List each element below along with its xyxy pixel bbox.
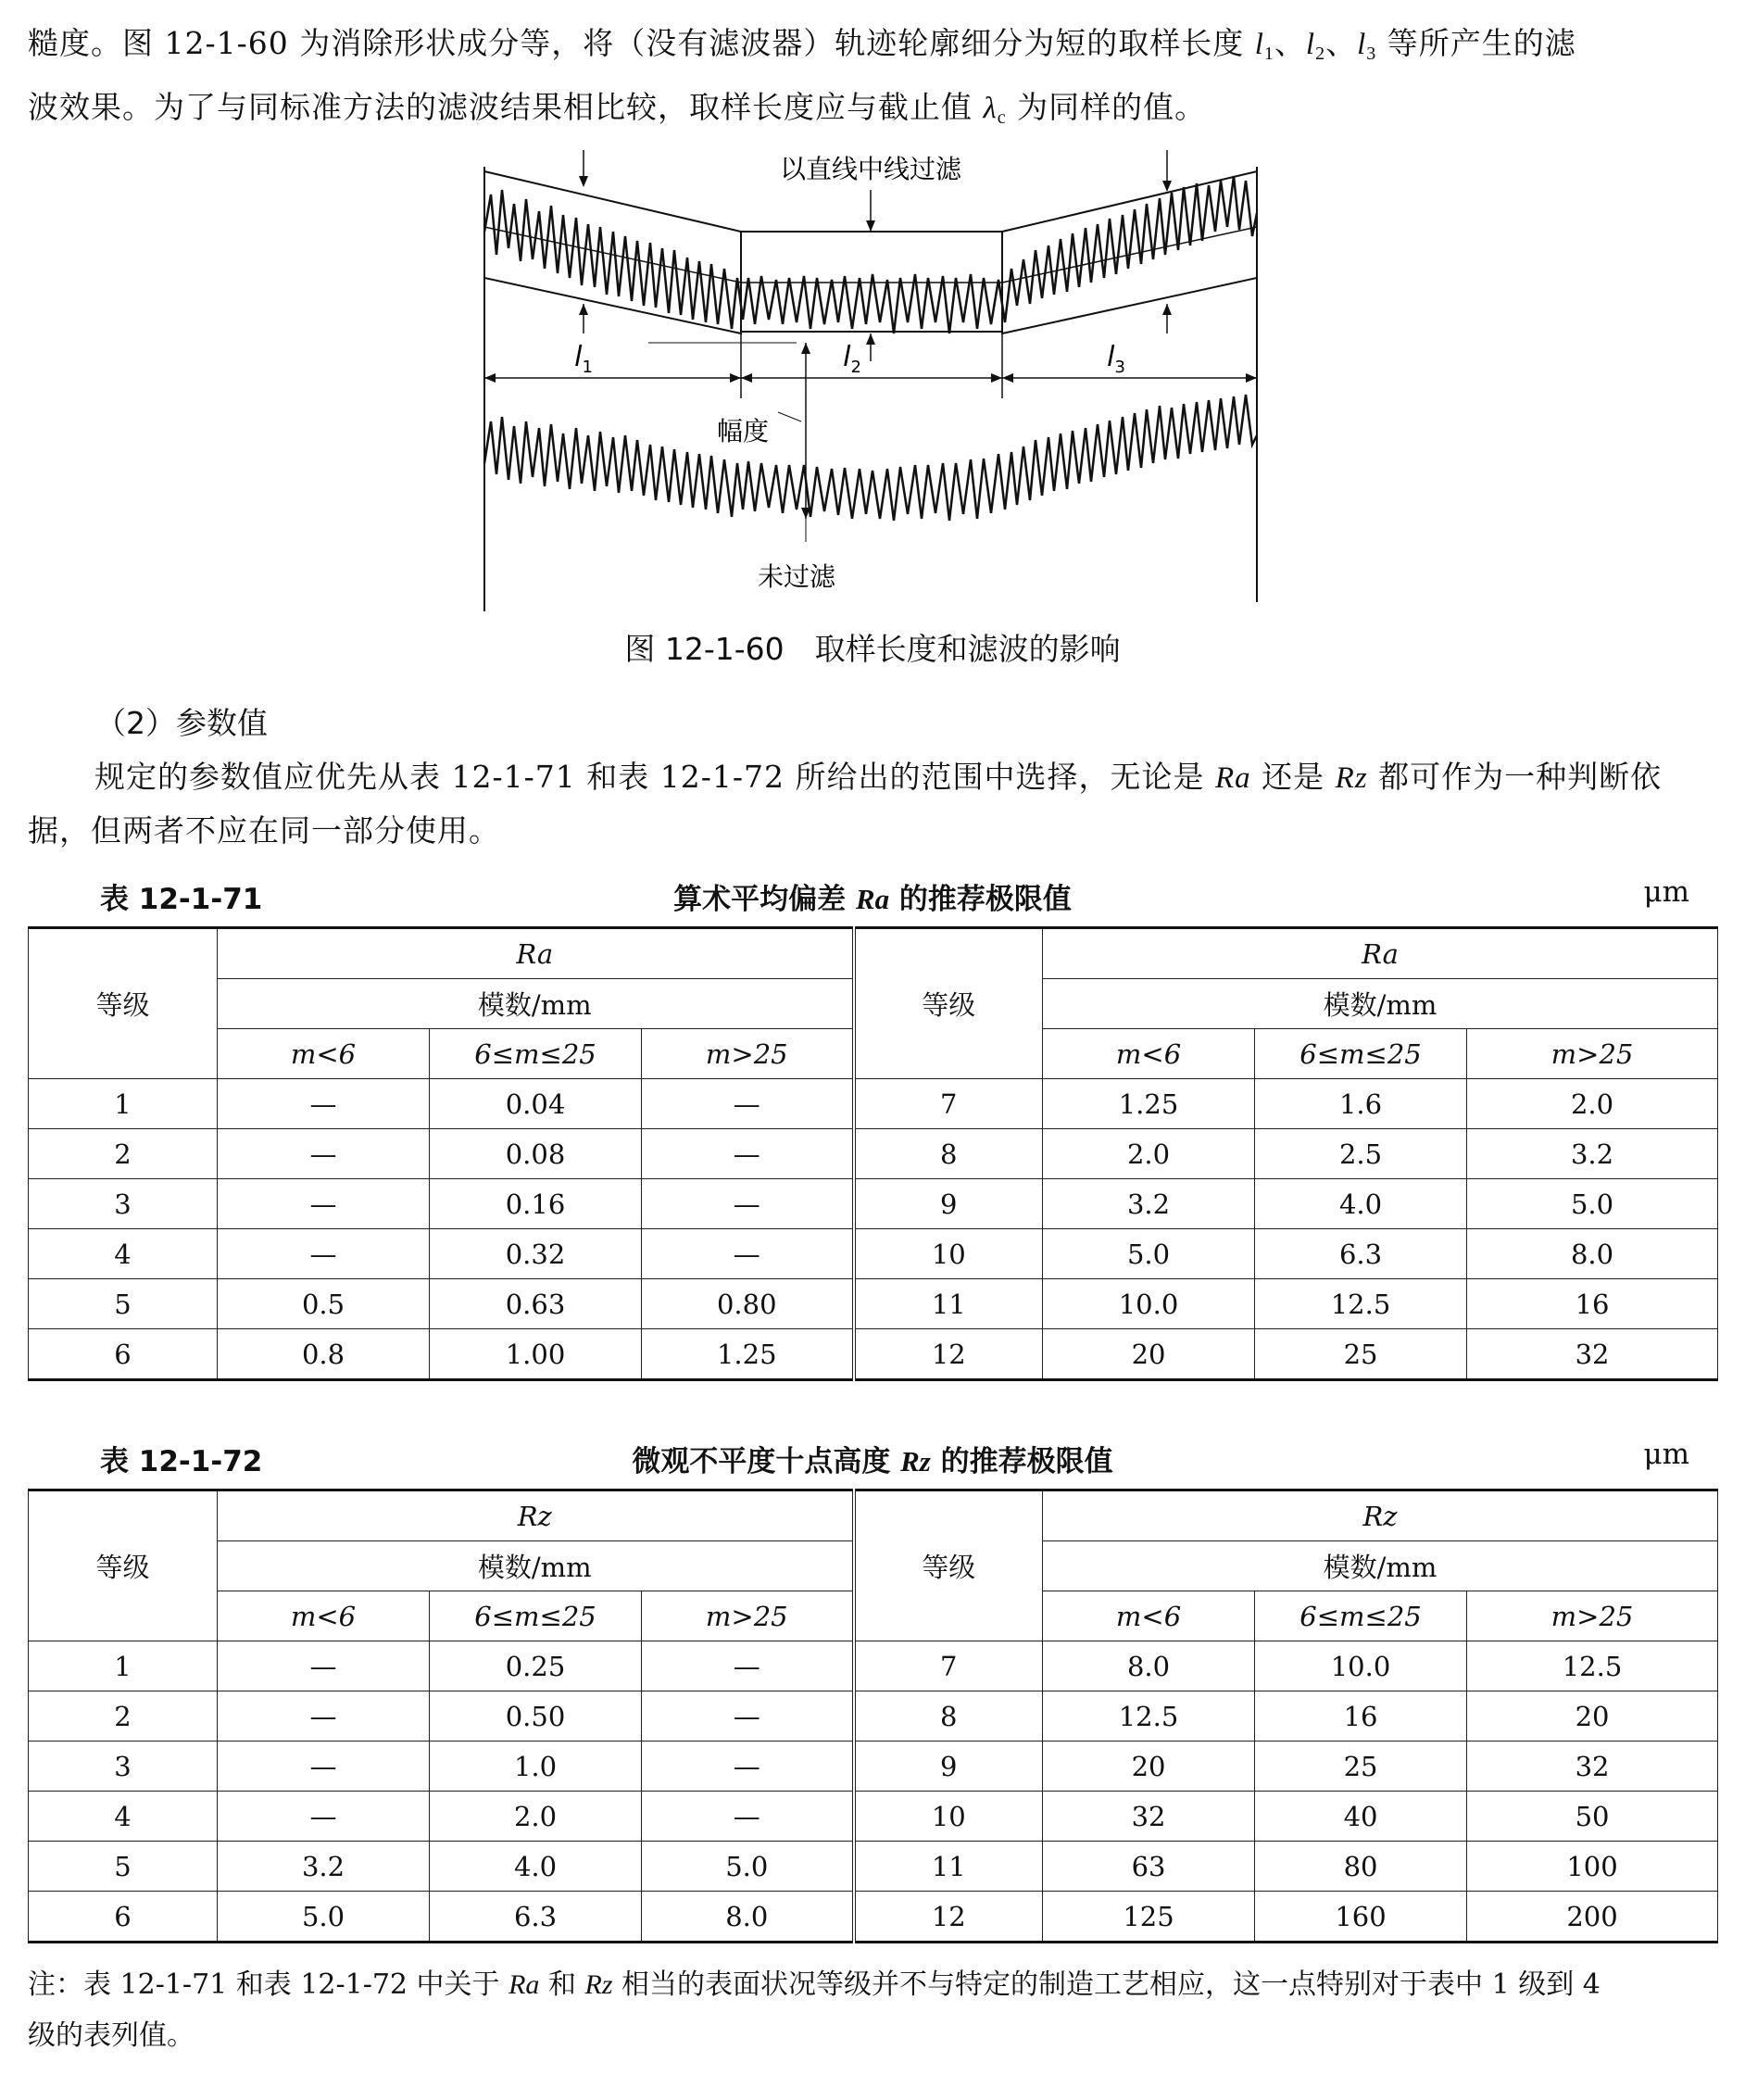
table-cell: 1.00 [430,1329,642,1380]
figure-sampling-length [463,139,1297,621]
table-72-header [28,1438,1717,1484]
table-cell: 0.16 [430,1179,642,1229]
table-cell: 6.3 [430,1892,642,1943]
table-cell: 125 [1043,1892,1255,1943]
table-cell: 160 [1255,1892,1467,1943]
table-row [29,1742,1718,1792]
table-cell: 3.2 [1467,1129,1718,1179]
label-l2: $l_2$ [843,341,861,377]
table-cell: 0.32 [430,1229,642,1279]
table-cell: 7 [854,1641,1043,1691]
intro-line-2: 波效果。为了与同标准方法的滤波结果相比较，取样长度应与截止值 $\lambda_c$ 为同样的值。 [28,89,1207,128]
table-row [29,1691,1718,1742]
table-cell: — [218,1229,430,1279]
table-71-col-header: m>25 [642,1029,854,1079]
table-cell: 100 [1467,1842,1718,1892]
table-cell: — [642,1792,854,1842]
table-71-grade-header-left: 等级 [29,928,218,1079]
table-cell: 80 [1255,1842,1467,1892]
table-cell: 6 [29,1892,218,1943]
arrow-l1-top-head [579,176,588,187]
table-cell: 8 [854,1691,1043,1742]
label-filter-by-line: 以直线中线过滤 [779,154,962,184]
table-cell: 200 [1467,1892,1718,1943]
section-paragraph: 规定的参数值应优先从表 12-1-71 和表 12-1-72 所给出的范围中选择，无论是 Ra 还是 Rz 都可作为一种判断依 [94,759,1663,795]
table-cell: 32 [1467,1329,1718,1380]
amplitude-leader [778,412,801,421]
table-cell: 5 [29,1842,218,1892]
arrow-l1-bottom-head [579,304,588,315]
table-cell: — [642,1641,854,1691]
table-cell: 3.2 [1043,1179,1255,1229]
table-71 [28,926,1718,1381]
table-cell: 63 [1043,1842,1255,1892]
table-cell: 10.0 [1043,1279,1255,1329]
arrow-l2-top-head [866,220,875,232]
table-71-col-header: m<6 [218,1029,430,1079]
table-cell: 12.5 [1255,1279,1467,1329]
section-paragraph-line-2: 据，但两者不应在同一部分使用。 [28,812,500,849]
table-cell: 3 [29,1742,218,1792]
table-cell: 12.5 [1043,1691,1255,1742]
table-72-module-header-left: 模数/mm [218,1541,854,1591]
table-71-param-header-left: Ra [218,928,854,979]
table-72-title: 微观不平度十点高度 Rz 的推荐极限值 [632,1445,1113,1478]
table-cell: — [218,1129,430,1179]
table-cell: — [642,1129,854,1179]
table-72-col-header: 6≤m≤25 [430,1591,642,1641]
table-cell: 2 [29,1691,218,1742]
table-cell: 40 [1255,1792,1467,1842]
table-cell: 8.0 [1043,1641,1255,1691]
table-cell: 2.0 [1043,1129,1255,1179]
amp-arrow-up [801,343,810,354]
table-71-module-header-left: 模数/mm [218,979,854,1029]
table-row [29,1079,1718,1129]
table-71-unit: μm [1643,875,1689,909]
table-72-number: 表 12-1-72 [100,1445,263,1478]
table-71-col-header: 6≤m≤25 [1255,1029,1467,1079]
table-cell: — [218,1179,430,1229]
table-cell: 0.25 [430,1641,642,1691]
label-amplitude: 幅度 [716,416,769,446]
intro-line-1: 糙度。图 12-1-60 为消除形状成分等，将（没有滤波器）轨迹轮廓细分为短的取样长度 $l_1$、$l_2$、$l_3$ 等所产生的滤 [28,25,1576,64]
table-72-param-header-right: Rz [1043,1490,1718,1541]
table-cell: 32 [1043,1792,1255,1842]
table-cell: — [642,1691,854,1742]
table-cell: 1.6 [1255,1079,1467,1129]
label-l1: $l_1$ [574,341,593,377]
figure-diagram [463,139,1297,621]
table-72-col-header: 6≤m≤25 [1255,1591,1467,1641]
table-72-param-header-left: Rz [218,1490,854,1541]
table-cell: 6 [29,1329,218,1380]
table-cell: 1 [29,1079,218,1129]
arrow-l3-bottom-head [1162,304,1172,315]
dim-arrow-2 [730,373,741,383]
dim-arrow-5 [1002,373,1013,383]
table-cell: 20 [1467,1691,1718,1742]
table-row [29,1792,1718,1842]
table-72-col-header: m>25 [642,1591,854,1641]
table-cell: — [642,1079,854,1129]
table-row [29,1892,1718,1943]
table-cell: 8 [854,1129,1043,1179]
section-heading: （2）参数值 [95,705,268,741]
table-cell: 0.63 [430,1279,642,1329]
dim-arrow-6 [1246,373,1257,383]
table-cell: 0.80 [642,1279,854,1329]
arrow-l3-top-head [1162,181,1172,192]
table-cell: 4.0 [430,1842,642,1892]
table-71-title: 算术平均偏差 Ra 的推荐极限值 [673,883,1072,916]
table-71-number: 表 12-1-71 [100,883,263,916]
table-cell: 10.0 [1255,1641,1467,1691]
arrow-l2-bottom-head [866,333,875,345]
dim-arrow-3 [741,373,752,383]
note-line-1: 注：表 12-1-71 和表 12-1-72 中关于 Ra 和 Rz 相当的表面状况等级并不与特定的制造工艺相应，这一点特别对于表中 1 级到 4 [28,1968,1601,2001]
table-cell: — [642,1229,854,1279]
table-cell: 1 [29,1641,218,1691]
table-cell: — [642,1179,854,1229]
table-cell: 0.5 [218,1279,430,1329]
table-cell: 9 [854,1742,1043,1792]
unfiltered-profile [484,395,1257,521]
table-72-col-header: m<6 [218,1591,430,1641]
table-cell: — [218,1079,430,1129]
table-cell: 16 [1255,1691,1467,1742]
table-cell: 16 [1467,1279,1718,1329]
dim-arrow-4 [991,373,1002,383]
table-cell: 20 [1043,1742,1255,1792]
table-cell: 11 [854,1842,1043,1892]
table-72-grade-header-left: 等级 [29,1490,218,1641]
table-cell: 4 [29,1792,218,1842]
symbol-ra: Ra [1215,761,1251,795]
table-72 [28,1489,1718,1943]
table-cell: 10 [854,1229,1043,1279]
table-cell: 2.0 [430,1792,642,1842]
label-unfiltered: 未过滤 [757,561,836,592]
table-row [29,1229,1718,1279]
table-cell: 5.0 [642,1842,854,1892]
table-cell: 32 [1467,1742,1718,1792]
table-cell: — [218,1641,430,1691]
table-cell: 10 [854,1792,1043,1842]
table-cell: 5 [29,1279,218,1329]
table-cell: 0.50 [430,1691,642,1742]
table-72-col-header: m<6 [1043,1591,1255,1641]
table-cell: 2.5 [1255,1129,1467,1179]
table-72-module-header-right: 模数/mm [1043,1541,1718,1591]
table-cell: 5.0 [1043,1229,1255,1279]
symbol-lambda-c: $\lambda_c$ [983,92,1007,128]
symbol-l1: $l_1$ [1254,28,1274,64]
table-cell: 12 [854,1892,1043,1943]
table-row [29,1641,1718,1691]
table-cell: 1.25 [642,1329,854,1380]
table-71-col-header: m<6 [1043,1029,1255,1079]
table-cell: 0.8 [218,1329,430,1380]
table-cell: 50 [1467,1792,1718,1842]
symbol-l3: $l_3$ [1357,28,1377,64]
table-cell: 12.5 [1467,1641,1718,1691]
table-cell: 3.2 [218,1842,430,1892]
table-cell: 25 [1255,1329,1467,1380]
band-l1 [484,171,741,333]
label-l3: $l_3$ [1107,341,1125,377]
table-cell: 2 [29,1129,218,1179]
table-cell: 3 [29,1179,218,1229]
table-cell: 0.04 [430,1079,642,1129]
table-cell: 2.0 [1467,1079,1718,1129]
table-71-param-header-right: Ra [1043,928,1718,979]
table-cell: 8.0 [1467,1229,1718,1279]
table-72-col-header: m>25 [1467,1591,1718,1641]
table-cell: — [218,1742,430,1792]
table-cell: — [642,1742,854,1792]
table-71-col-header: m>25 [1467,1029,1718,1079]
table-row [29,1842,1718,1892]
table-row [29,1129,1718,1179]
table-72-grade-header-right: 等级 [854,1490,1043,1641]
dim-arrow-1 [484,373,496,383]
table-row [29,1279,1718,1329]
table-cell: — [218,1691,430,1742]
table-cell: 25 [1255,1742,1467,1792]
table-cell: 0.08 [430,1129,642,1179]
table-row [29,1329,1718,1380]
table-cell: 9 [854,1179,1043,1229]
figure-caption: 图 12-1-60 取样长度和滤波的影响 [624,631,1121,667]
table-cell: 8.0 [642,1892,854,1943]
table-71-module-header-right: 模数/mm [1043,979,1718,1029]
table-cell: 4.0 [1255,1179,1467,1229]
table-cell: 6.3 [1255,1229,1467,1279]
table-cell: — [218,1792,430,1842]
table-row [29,1179,1718,1229]
symbol-rz: Rz [1335,761,1368,795]
table-cell: 20 [1043,1329,1255,1380]
table-cell: 5.0 [218,1892,430,1943]
symbol-l2: $l_2$ [1305,28,1326,64]
table-cell: 11 [854,1279,1043,1329]
note-line-2: 级的表列值。 [28,2019,195,2052]
table-cell: 5.0 [1467,1179,1718,1229]
table-cell: 4 [29,1229,218,1279]
table-cell: 1.0 [430,1742,642,1792]
table-cell: 7 [854,1079,1043,1129]
table-71-grade-header-right: 等级 [854,928,1043,1079]
table-cell: 12 [854,1329,1043,1380]
table-cell: 1.25 [1043,1079,1255,1129]
table-71-header [28,875,1717,922]
table-71-col-header: 6≤m≤25 [430,1029,642,1079]
table-72-unit: μm [1643,1438,1689,1471]
table-note [28,1959,1717,2061]
intro-paragraph [28,17,1717,145]
